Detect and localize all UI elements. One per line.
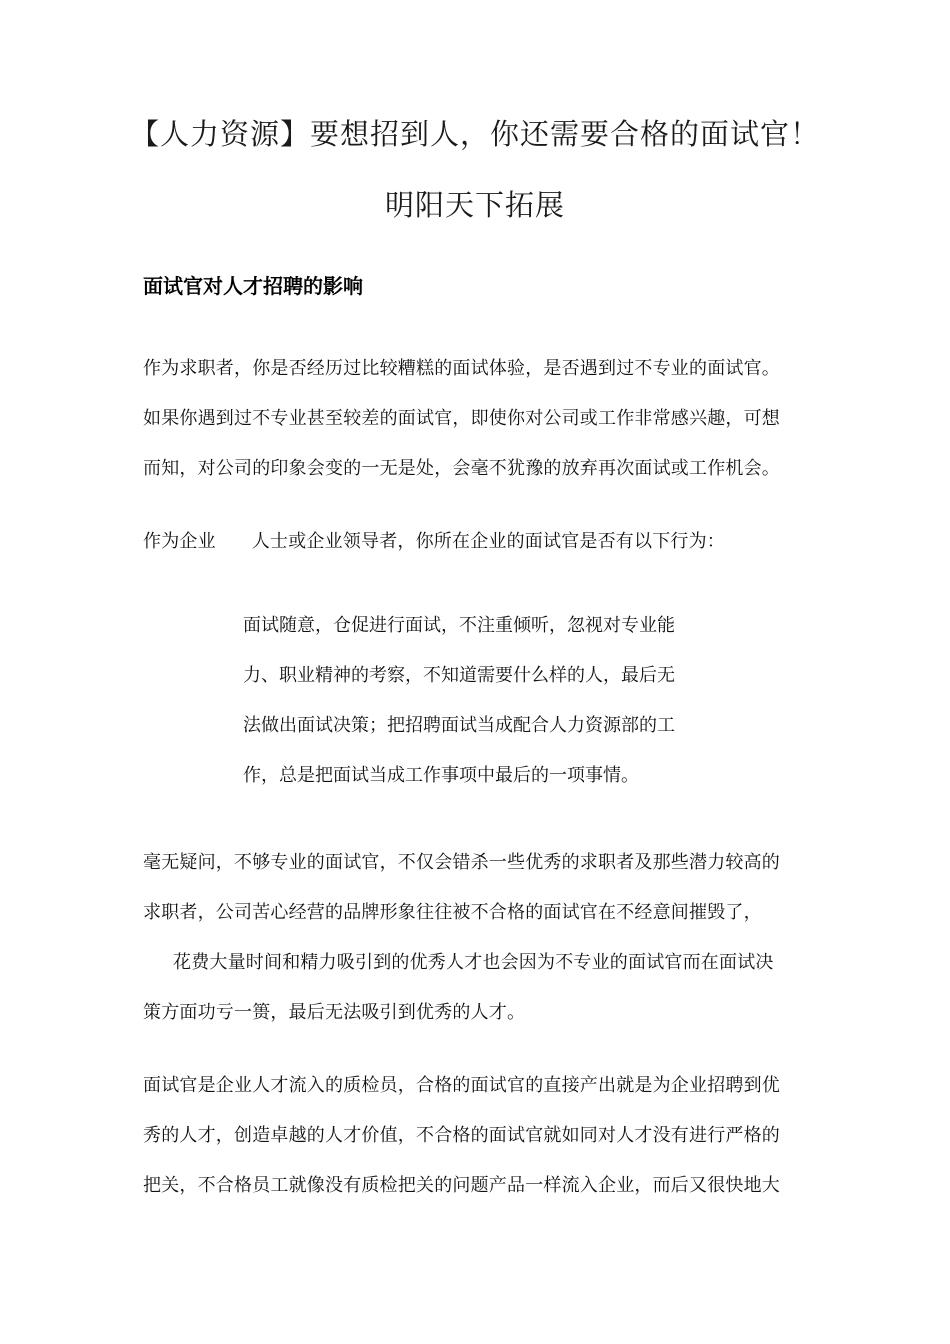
paragraph-text: 人士或企业领导者，你所在企业的面试官是否有以下行为： xyxy=(251,531,726,552)
document-subtitle: 明阳天下拓展 xyxy=(384,188,565,222)
paragraph-line: 秀的人才，创造卓越的人才价值，不合格的面试官就如同对人才没有进行严格的 xyxy=(143,1125,780,1146)
paragraph-line: 策方面功亏一篑，最后无法吸引到优秀的人才。 xyxy=(143,1002,526,1023)
paragraph-line: 求职者，公司苦心经营的品牌形象往往被不合格的面试官在不经意间摧毁了， xyxy=(143,902,762,923)
paragraph-line: 花费大量时间和精力吸引到的优秀人才也会因为不专业的面试官而在面试决 xyxy=(173,952,774,973)
paragraph-line xyxy=(143,527,725,553)
paragraph-line: 把关，不合格员工就像没有质检把关的问题产品一样流入企业，而后又很快地大 xyxy=(143,1175,780,1196)
paragraph-line: 作为求职者，你是否经历过比较糟糕的面试体验，是否遇到过不专业的面试官。 xyxy=(143,358,780,379)
quote-line: 法做出面试决策；把招聘面试当成配合人力资源部的工 xyxy=(243,715,675,736)
paragraph-line: 毫无疑问，不够专业的面试官，不仅会错杀一些优秀的求职者及那些潜力较高的 xyxy=(143,852,780,873)
section-heading: 面试官对人才招聘的影响 xyxy=(143,274,363,298)
quote-line: 力、职业精神的考察，不知道需要什么样的人，最后无 xyxy=(243,665,675,686)
quote-line: 面试随意，仓促进行面试，不注重倾听，忽视对专业能 xyxy=(243,615,675,636)
paragraph-line: 而知，对公司的印象会变的一无是处，会毫不犹豫的放弃再次面试或工作机会。 xyxy=(143,458,780,479)
paragraph-text: 作为企业 xyxy=(143,531,216,552)
quote-line: 作，总是把面试当成工作事项中最后的一项事情。 xyxy=(243,765,639,786)
document-title: 【人力资源】要想招到人，你还需要合格的面试官！ xyxy=(129,117,820,151)
paragraph-line: 如果你遇到过不专业甚至较差的面试官，即使你对公司或工作非常感兴趣，可想 xyxy=(143,408,780,429)
paragraph-line: 面试官是企业人才流入的质检员，合格的面试官的直接产出就是为企业招聘到优 xyxy=(143,1075,780,1096)
